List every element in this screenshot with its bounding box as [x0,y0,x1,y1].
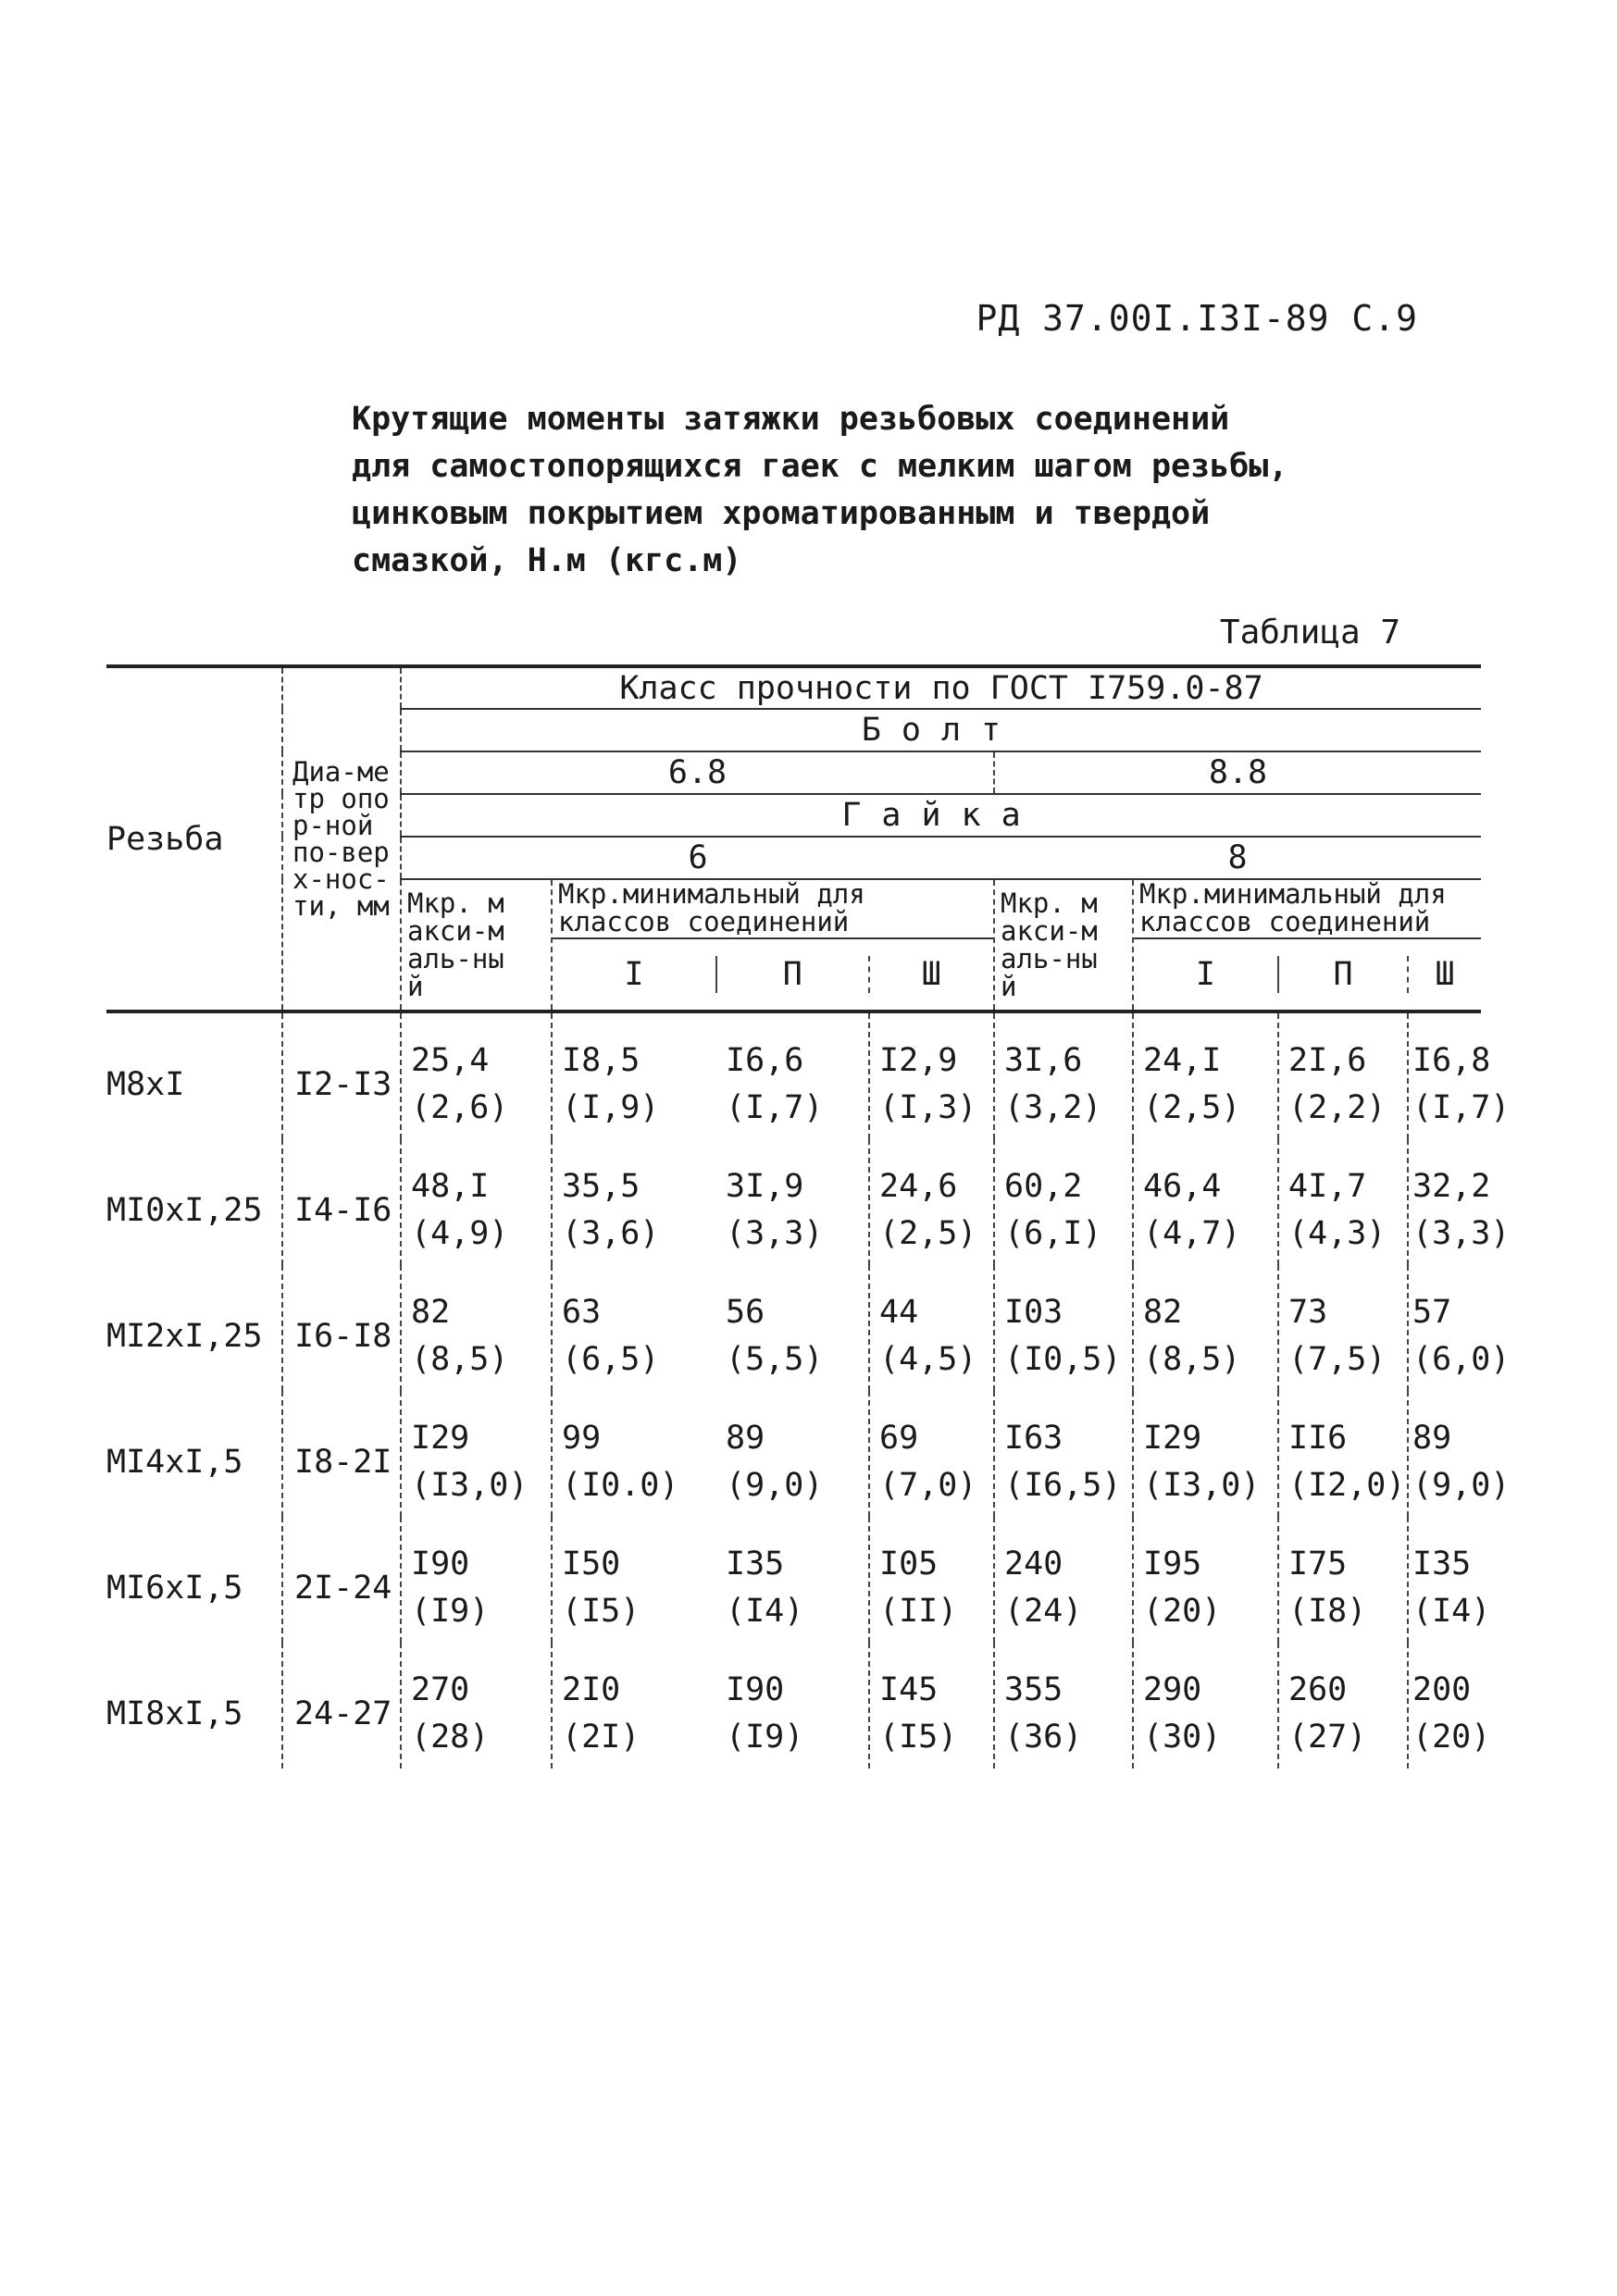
value-cell [994,1139,1133,1265]
torque-nm: 89 [1412,1420,1452,1457]
torque-nm: I03 [1004,1294,1063,1331]
torque-kgfm: (5,5) [726,1341,824,1378]
value-cell [401,1265,552,1391]
torque-kgfm: (I4) [1412,1593,1491,1630]
torque-kgfm: (8,5) [411,1341,509,1378]
joint-class-1: I [1134,956,1279,993]
max-torque-text: Мкр. макси-маль-ный [1001,887,1098,1002]
torque-kgfm: (4,5) [879,1341,977,1378]
torque-kgfm: (6,5) [562,1341,660,1378]
value-cell [1278,1643,1408,1769]
value-cell [869,1643,994,1769]
thread-cell: MI8xI,5 [106,1694,243,1732]
value-cell [552,1265,716,1391]
torque-kgfm: (24) [1004,1593,1083,1630]
caption-line: цинковым покрытием хроматированным и твердой [352,495,1211,532]
value-cell [401,1517,552,1643]
torque-nm: I29 [1143,1420,1202,1457]
torque-kgfm: (4,3) [1288,1215,1387,1252]
torque-nm: 200 [1412,1671,1472,1708]
value-cell [552,1139,716,1265]
joint-class-3: Ш [1435,956,1455,993]
diameter-cell: I8-2I [282,1391,401,1517]
torque-nm: 69 [879,1420,919,1457]
torque-nm: 82 [411,1294,451,1331]
diameter-cell: I4-I6 [282,1139,401,1265]
torque-kgfm: (20) [1412,1719,1491,1756]
torque-nm: 35,5 [562,1168,641,1205]
value-cell [994,1517,1133,1643]
torque-nm: 89 [726,1420,765,1457]
torque-nm: 63 [562,1294,602,1331]
torque-kgfm: (I3,0) [1143,1467,1261,1504]
torque-nm: 82 [1143,1294,1183,1331]
torque-kgfm: (I3,0) [411,1467,529,1504]
torque-nm: 2I,6 [1288,1042,1367,1079]
torque-kgfm: (28) [411,1719,490,1756]
torque-nm: I6,8 [1412,1042,1491,1079]
torque-nm: 24,6 [879,1168,958,1205]
torque-nm: 25,4 [411,1042,490,1079]
torque-kgfm: (9,0) [726,1467,824,1504]
torque-nm: I45 [879,1671,939,1708]
torque-nm: I05 [879,1545,939,1582]
torque-table [106,664,1511,1769]
value-cell [1133,1391,1278,1517]
torque-kgfm: (3,3) [726,1215,824,1252]
nut-class-6: 6 [401,837,994,879]
value-cell [1408,1391,1511,1517]
value-cell [994,1391,1133,1517]
torque-kgfm: (I,3) [879,1089,977,1126]
table-row [106,1139,1481,1265]
diameter-cell: 24-27 [282,1643,401,1769]
table-row [106,1517,1481,1643]
torque-kgfm: (I0,5) [1004,1341,1122,1378]
caption-line: смазкой, Н.м (кгс.м) [352,542,742,579]
torque-kgfm: (I0.0) [562,1467,679,1504]
torque-nm: 24,I [1143,1042,1222,1079]
torque-kgfm: (I5) [879,1719,958,1756]
value-cell [1133,1011,1278,1139]
torque-kgfm: (I9) [411,1593,490,1630]
torque-kgfm: (9,0) [1412,1467,1511,1504]
torque-nm: I2,9 [879,1042,958,1079]
torque-kgfm: (4,7) [1143,1215,1241,1252]
value-cell [1408,1139,1511,1265]
thread-cell: M8xI [106,1065,185,1103]
value-cell [1278,1391,1408,1517]
value-cell [869,1391,994,1517]
value-cell [1278,1011,1408,1139]
torque-kgfm: (I,9) [562,1089,660,1126]
table-number: Таблица 7 [1219,614,1400,652]
table-row [106,1643,1481,1769]
value-cell [1133,1517,1278,1643]
joint-class-1: I [553,956,717,993]
diameter-header-text: Диа-метр опор-ной по-верх-нос-ти, мм [292,755,390,922]
torque-nm: I95 [1143,1545,1202,1582]
value-cell [716,1517,869,1643]
torque-nm: I6,6 [726,1042,804,1079]
torque-kgfm: (6,I) [1004,1215,1102,1252]
torque-kgfm: (2I) [562,1719,641,1756]
value-cell [716,1643,869,1769]
torque-kgfm: (3,3) [1412,1215,1511,1252]
torque-nm: 240 [1004,1545,1063,1582]
diameter-cell: I2-I3 [282,1011,401,1139]
torque-kgfm: (4,9) [411,1215,509,1252]
table-body [106,1011,1511,1769]
value-cell [994,1011,1133,1139]
value-cell [1408,1011,1511,1139]
col-header-diameter [282,666,401,1011]
torque-nm: 2I0 [562,1671,621,1708]
torque-nm: 57 [1412,1294,1452,1331]
torque-kgfm: (I8) [1288,1593,1367,1630]
torque-nm: 99 [562,1420,602,1457]
torque-nm: I90 [411,1545,470,1582]
bolt-class-6-8: 6.8 [401,751,994,794]
value-cell [552,1391,716,1517]
nut-header: Гайка [401,794,1481,837]
torque-nm: 4I,7 [1288,1168,1367,1205]
value-cell [552,1643,716,1769]
torque-nm: 56 [726,1294,765,1331]
table-row [106,1265,1481,1391]
joint-class-3: Ш [921,956,941,993]
torque-kgfm: (8,5) [1143,1341,1241,1378]
torque-kgfm: (7,0) [879,1467,977,1504]
min-torque-group-6 [552,879,994,1011]
torque-kgfm: (7,5) [1288,1341,1387,1378]
torque-nm: 48,I [411,1168,490,1205]
torque-nm: I35 [1412,1545,1472,1582]
torque-nm: II6 [1288,1420,1348,1457]
value-cell [1133,1139,1278,1265]
torque-nm: 355 [1004,1671,1063,1708]
thread-cell: MI4xI,5 [106,1443,243,1481]
thread-cell: MI6xI,5 [106,1569,243,1607]
torque-nm: I90 [726,1671,785,1708]
joint-class-2: П [1279,956,1409,993]
value-cell [552,1517,716,1643]
value-cell [1278,1517,1408,1643]
value-cell [1408,1265,1511,1391]
value-cell [401,1011,552,1139]
nut-class-8: 8 [994,837,1481,879]
torque-kgfm: (I6,5) [1004,1467,1122,1504]
torque-kgfm: (I,7) [1412,1089,1511,1126]
torque-nm: 44 [879,1294,919,1331]
torque-nm: 3I,6 [1004,1042,1083,1079]
torque-kgfm: (2,5) [879,1215,977,1252]
torque-nm: 46,4 [1143,1168,1222,1205]
torque-nm: I75 [1288,1545,1348,1582]
thread-cell: MI2xI,25 [106,1317,263,1355]
value-cell [1278,1265,1408,1391]
min-torque-header-6: Мкр.минимальный для классов соединений [553,880,993,939]
torque-nm: 260 [1288,1671,1348,1708]
value-cell [869,1265,994,1391]
diameter-cell: I6-I8 [282,1265,401,1391]
torque-kgfm: (I4) [726,1593,804,1630]
max-torque-header-6 [401,879,552,1011]
torque-nm: I29 [411,1420,470,1457]
value-cell [552,1011,716,1139]
torque-kgfm: (2,2) [1288,1089,1387,1126]
min-torque-header-8: Мкр.минимальный для классов соединений [1134,880,1481,939]
torque-kgfm: (3,2) [1004,1089,1102,1126]
torque-kgfm: (2,5) [1143,1089,1241,1126]
value-cell [401,1391,552,1517]
torque-nm: I35 [726,1545,785,1582]
torque-nm: 3I,9 [726,1168,804,1205]
torque-kgfm: (27) [1288,1719,1367,1756]
joint-class-2: П [717,956,870,993]
table-header [106,666,1481,1011]
table-caption [352,396,1324,585]
value-cell [401,1643,552,1769]
col-header-thread: Резьба [106,666,282,1011]
value-cell [716,1011,869,1139]
value-cell [869,1139,994,1265]
value-cell [716,1139,869,1265]
torque-nm: I8,5 [562,1042,641,1079]
bolt-header: Болт [401,709,1481,751]
torque-nm: 60,2 [1004,1168,1083,1205]
value-cell [716,1391,869,1517]
torque-nm: 290 [1143,1671,1202,1708]
diameter-cell: 2I-24 [282,1517,401,1643]
caption-line: для самостопорящихся гаек с мелким шагом резьбы, [352,448,1288,485]
torque-nm: I63 [1004,1420,1063,1457]
torque-kgfm: (I,7) [726,1089,824,1126]
value-cell [994,1265,1133,1391]
value-cell [994,1643,1133,1769]
table-row [106,1391,1481,1517]
value-cell [869,1517,994,1643]
torque-kgfm: (3,6) [562,1215,660,1252]
torque-kgfm: (6,0) [1412,1341,1511,1378]
torque-kgfm: (36) [1004,1719,1083,1756]
value-cell [1408,1517,1491,1643]
value-cell [401,1139,552,1265]
torque-kgfm: (II) [879,1593,958,1630]
min-torque-group-8 [1133,879,1481,1011]
bolt-class-8-8: 8.8 [994,751,1481,794]
torque-kgfm: (I2,0) [1288,1467,1406,1504]
value-cell [869,1011,994,1139]
document-code: РД 37.00I.I3I-89 С.9 [976,298,1418,339]
torque-kgfm: (I9) [726,1719,804,1756]
table-row [106,1011,1481,1139]
torque-nm: 270 [411,1671,470,1708]
torque-kgfm: (30) [1143,1719,1222,1756]
thread-cell: MI0xI,25 [106,1191,263,1229]
torque-kgfm: (2,6) [411,1089,509,1126]
strength-class-header: Класс прочности по ГОСТ I759.0-87 [401,666,1481,709]
value-cell [1278,1139,1408,1265]
max-torque-header-8 [994,879,1133,1011]
caption-line: Крутящие моменты затяжки резьбовых соединений [352,401,1230,438]
value-cell [1133,1643,1278,1769]
torque-kgfm: (I5) [562,1593,641,1630]
torque-nm: 32,2 [1412,1168,1491,1205]
torque-nm: I50 [562,1545,621,1582]
max-torque-text: Мкр. макси-маль-ный [407,887,504,1002]
torque-kgfm: (20) [1143,1593,1222,1630]
value-cell [1133,1265,1278,1391]
value-cell [1408,1643,1491,1769]
value-cell [716,1265,869,1391]
torque-nm: 73 [1288,1294,1328,1331]
